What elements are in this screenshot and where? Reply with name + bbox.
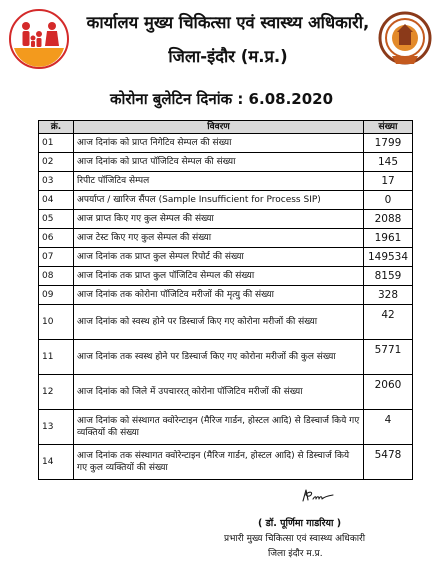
table-row <box>39 172 413 191</box>
signatory-place: जिला इंदौर म.प्र. <box>268 549 323 559</box>
row-serial: 05 <box>39 210 74 229</box>
bulletin-date-heading: कोरोना बुलेटिन दिनांक : 6.08.2020 <box>109 90 334 108</box>
table-row <box>39 305 413 340</box>
count-header: संख्या <box>364 121 413 134</box>
row-count: 1799 <box>364 134 413 153</box>
row-serial: 10 <box>39 305 74 340</box>
row-count: 42 <box>364 305 413 340</box>
row-count: 2088 <box>364 210 413 229</box>
table-row <box>39 445 413 480</box>
office-title: कार्यालय मुख्य चिकित्सा एवं स्वास्थ्य अधिकारी, <box>86 13 370 32</box>
row-description: आज दिनांक को संस्थागत क्वोरेन्टाइन (मैरिज गार्डन, होस्टल आदि) से डिस्चार्ज किये गए व्यक्तियों की संख्या <box>74 410 364 445</box>
table-row <box>39 267 413 286</box>
row-count: 17 <box>364 172 413 191</box>
table-row <box>39 153 413 172</box>
row-serial: 02 <box>39 153 74 172</box>
signature-mark-icon <box>300 486 336 506</box>
row-description: रिपीट पॉजिटिव सेम्पल <box>74 172 364 191</box>
row-serial: 07 <box>39 248 74 267</box>
row-count: 5478 <box>364 445 413 480</box>
table-row <box>39 191 413 210</box>
signatory-designation: प्रभारी मुख्य चिकित्सा एवं स्वास्थ्य अधिकारी <box>224 534 366 544</box>
row-count: 8159 <box>364 267 413 286</box>
row-description: आज टेस्ट किए गए कुल सेम्पल की संख्या <box>74 229 364 248</box>
district-title: जिला-इंदौर (म.प्र.) <box>168 47 288 66</box>
row-description: आज दिनांक को जिले में उपचाररत् कोरोना पॉजिटिव मरीजों की संख्या <box>74 375 364 410</box>
row-count: 2060 <box>364 375 413 410</box>
table-row <box>39 410 413 445</box>
table-row <box>39 134 413 153</box>
row-serial: 03 <box>39 172 74 191</box>
row-count: 4 <box>364 410 413 445</box>
row-description: आज दिनांक तक संस्थागत क्वोरेन्टाइन (मैरिज गार्डन, होस्टल आदि) से डिस्चार्ज किये गए कुल व्यक्तियों की संख्या <box>74 445 364 480</box>
covid-statistics-table <box>38 120 413 480</box>
row-description: आज दिनांक तक स्वस्थ होने पर डिस्चार्ज किए गए कोरोना मरीजों की कुल संख्या <box>74 340 364 375</box>
row-serial: 13 <box>39 410 74 445</box>
row-description: आज दिनांक को प्राप्त पॉजिटिव सेम्पल की संख्या <box>74 153 364 172</box>
table-row <box>39 229 413 248</box>
row-count: 0 <box>364 191 413 210</box>
table-row <box>39 210 413 229</box>
table-header-row <box>39 121 413 134</box>
row-description: आज दिनांक तक प्राप्त कुल सेम्पल रिपोर्ट की संख्या <box>74 248 364 267</box>
table-row <box>39 248 413 267</box>
table-row <box>39 340 413 375</box>
row-serial: 04 <box>39 191 74 210</box>
table-row <box>39 375 413 410</box>
signatory-name: ( डॉ. पूर्णिमा गाडरिया ) <box>258 518 342 529</box>
row-description: आज दिनांक तक प्राप्त कुल पॉजिटिव सेम्पल की संख्या <box>74 267 364 286</box>
row-description: आज प्राप्त किए गए कुल सेम्पल की संख्या <box>74 210 364 229</box>
table-row <box>39 286 413 305</box>
row-serial: 08 <box>39 267 74 286</box>
family-welfare-logo-icon <box>8 8 70 70</box>
row-serial: 09 <box>39 286 74 305</box>
row-count: 5771 <box>364 340 413 375</box>
row-count: 328 <box>364 286 413 305</box>
row-serial: 01 <box>39 134 74 153</box>
row-serial: 06 <box>39 229 74 248</box>
serial-number-header: क्रं. <box>39 121 74 134</box>
row-serial: 11 <box>39 340 74 375</box>
row-description: आज दिनांक तक कोरोना पॉजिटिव मरीजों की मृत्यु की संख्या <box>74 286 364 305</box>
row-count: 1961 <box>364 229 413 248</box>
row-serial: 14 <box>39 445 74 480</box>
row-description: अपर्याप्त / खारिज सैंपल (Sample Insufficient for Process SIP) <box>74 191 364 210</box>
row-serial: 12 <box>39 375 74 410</box>
row-description: आज दिनांक को प्राप्त निगेटिव सेम्पल की संख्या <box>74 134 364 153</box>
row-description: आज दिनांक को स्वस्थ होने पर डिस्चार्ज किए गए कोरोना मरीजों की संख्या <box>74 305 364 340</box>
row-count: 145 <box>364 153 413 172</box>
state-emblem-icon <box>378 8 432 68</box>
row-count: 149534 <box>364 248 413 267</box>
description-header: विवरण <box>74 121 364 134</box>
